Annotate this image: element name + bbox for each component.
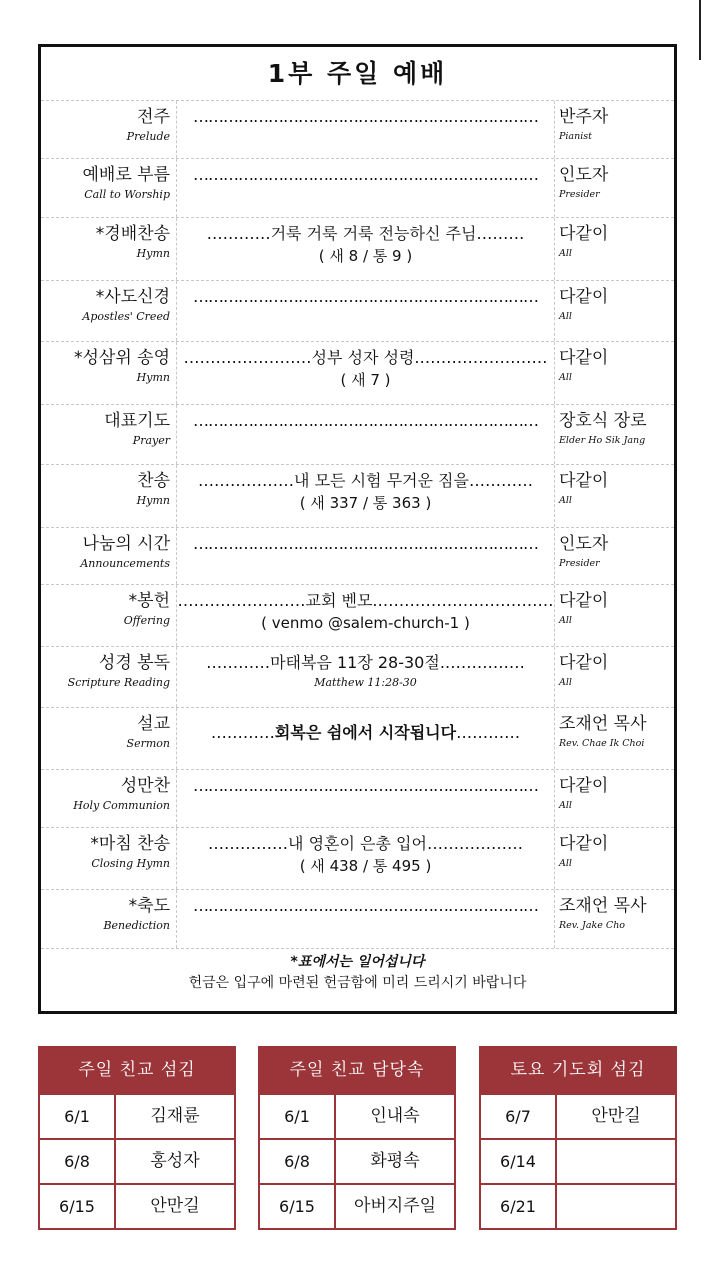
item-name: 성만찬 xyxy=(120,776,170,796)
item-person: 다같이 xyxy=(559,834,609,854)
item-name: 성경 봉독 xyxy=(98,653,170,673)
item-person-en: Presider xyxy=(559,558,600,569)
order-row-sermon xyxy=(41,708,674,770)
box-date: 6/8 xyxy=(40,1140,116,1183)
order-row-doxology xyxy=(41,342,674,405)
item-content: …………………………………………………………… xyxy=(193,896,538,915)
item-content: …………마태복음 11장 28-30절.…………… xyxy=(206,653,525,672)
box-name: 안만길 xyxy=(591,1106,641,1126)
item-name-en: Hymn xyxy=(136,371,170,384)
item-name: 전주 xyxy=(137,107,170,127)
box-title: 토요 기도회 섬김 xyxy=(481,1048,675,1093)
box-name xyxy=(557,1185,675,1228)
order-row-announcements xyxy=(41,528,674,585)
order-row-hymn-praise xyxy=(41,218,674,281)
box-name: 홍성자 xyxy=(150,1151,200,1171)
box-name: 화평속 xyxy=(370,1151,420,1171)
item-name-en: Offering xyxy=(123,614,170,627)
item-name-en: Sermon xyxy=(126,737,170,750)
item-name-en: Benediction xyxy=(103,919,170,932)
offering-note: 헌금은 입구에 마련된 헌금함에 미리 드리시기 바랍니다 xyxy=(188,975,527,991)
item-person: 다같이 xyxy=(559,348,609,368)
box-row xyxy=(40,1183,234,1228)
box-title: 주일 친교 섬김 xyxy=(40,1048,234,1093)
item-name: *봉헌 xyxy=(128,591,170,611)
item-sub: ( 새 438 / 통 495 ) xyxy=(299,857,432,875)
item-person-en: Rev. Chae Ik Choi xyxy=(559,738,645,749)
item-name-en: Hymn xyxy=(136,247,170,260)
box-row xyxy=(481,1138,675,1183)
item-name-en: Holy Communion xyxy=(73,799,170,812)
item-name: 찬송 xyxy=(137,471,170,491)
saturday-prayer-box xyxy=(479,1046,677,1230)
order-notes xyxy=(41,949,674,994)
item-content: …………………………………………………………… xyxy=(193,165,538,184)
item-content: …………………………………………………………… xyxy=(193,287,538,306)
order-row-call xyxy=(41,159,674,218)
item-content: ……………………성부 성자 성령.…………………… xyxy=(183,348,548,367)
box-title: 주일 친교 담당속 xyxy=(260,1048,454,1093)
item-sub: ( venmo @salem-church-1 ) xyxy=(261,614,470,632)
item-person: 다같이 xyxy=(559,287,609,307)
box-name: 김재륜 xyxy=(150,1106,200,1126)
worship-order xyxy=(38,44,677,1014)
item-name-en: Closing Hymn xyxy=(91,857,170,870)
item-name: *성삼위 송영 xyxy=(73,348,170,368)
item-content: …………………………………………………………… xyxy=(193,107,538,126)
item-person: 다같이 xyxy=(559,591,609,611)
item-person: 반주자 xyxy=(559,107,609,127)
item-person-en: All xyxy=(559,311,572,322)
item-person: 인도자 xyxy=(559,165,609,185)
item-person: 다같이 xyxy=(559,653,609,673)
item-person-en: All xyxy=(559,677,572,688)
item-person: 조재언 목사 xyxy=(559,896,647,916)
item-content: …………………………………………………………… xyxy=(193,776,538,795)
item-name: 나눔의 시간 xyxy=(82,534,170,554)
item-sub: Matthew 11:28-30 xyxy=(314,676,417,689)
item-name-en: Hymn xyxy=(136,494,170,507)
sermon-dots-right: ………… xyxy=(456,723,521,742)
order-row-scripture xyxy=(41,647,674,708)
item-name-en: Scripture Reading xyxy=(67,676,170,689)
item-person: 인도자 xyxy=(559,534,609,554)
box-name: 안만길 xyxy=(150,1196,200,1216)
box-date: 6/7 xyxy=(481,1095,557,1138)
item-name: 예배로 부름 xyxy=(82,165,170,185)
page-edge-line xyxy=(699,0,701,60)
item-person-en: Elder Ho Sik Jang xyxy=(559,435,646,446)
item-person-en: All xyxy=(559,800,572,811)
item-sub: ( 새 8 / 통 9 ) xyxy=(318,247,413,265)
item-content: …………………………………………………………… xyxy=(193,411,538,430)
item-person-en: Pianist xyxy=(559,131,592,142)
item-person: 다같이 xyxy=(559,471,609,491)
order-row-communion xyxy=(41,770,674,828)
item-name-en: Prelude xyxy=(126,130,170,143)
item-person-en: Rev. Jake Cho xyxy=(559,920,626,931)
sermon-dots-left: ………… xyxy=(210,723,275,742)
fellowship-service-box xyxy=(38,1046,236,1230)
sermon-title: 회복은 쉼에서 시작됩니다 xyxy=(274,723,457,742)
box-row xyxy=(481,1183,675,1228)
order-row-closing-hymn xyxy=(41,828,674,890)
item-name-en: Apostles' Creed xyxy=(82,310,170,323)
box-date: 6/15 xyxy=(40,1185,116,1228)
item-name: *마침 찬송 xyxy=(90,834,170,854)
box-row xyxy=(40,1138,234,1183)
box-row xyxy=(40,1093,234,1138)
box-date: 6/1 xyxy=(260,1095,336,1138)
item-name: *축도 xyxy=(128,896,170,916)
box-date: 6/15 xyxy=(260,1185,336,1228)
item-content: …………………………………………………………… xyxy=(193,534,538,553)
item-name-en: Announcements xyxy=(80,557,170,570)
order-row-prayer xyxy=(41,405,674,465)
item-name: *경배찬송 xyxy=(95,224,170,244)
box-name xyxy=(557,1140,675,1183)
item-person: 다같이 xyxy=(559,224,609,244)
box-row xyxy=(260,1093,454,1138)
item-person-en: All xyxy=(559,372,572,383)
order-title: 1부 주일 예배 xyxy=(41,47,674,101)
box-date: 6/8 xyxy=(260,1140,336,1183)
item-name: 설교 xyxy=(137,714,170,734)
fellowship-group-box xyxy=(258,1046,456,1230)
box-row xyxy=(260,1138,454,1183)
item-person-en: All xyxy=(559,858,572,869)
box-date: 6/21 xyxy=(481,1185,557,1228)
item-person-en: Presider xyxy=(559,189,600,200)
item-content: …………거룩 거룩 거룩 전능하신 주님……… xyxy=(206,224,525,243)
box-row xyxy=(260,1183,454,1228)
order-row-offering xyxy=(41,585,674,647)
box-date: 6/1 xyxy=(40,1095,116,1138)
box-name: 인내속 xyxy=(370,1106,420,1126)
item-sub: ( 새 7 ) xyxy=(340,371,391,389)
item-sub: ( 새 337 / 통 363 ) xyxy=(299,494,432,512)
item-person-en: All xyxy=(559,615,572,626)
box-name: 아버지주일 xyxy=(353,1196,437,1216)
item-name-en: Call to Worship xyxy=(84,188,170,201)
item-person-en: All xyxy=(559,495,572,506)
item-person-en: All xyxy=(559,248,572,259)
item-person: 장호식 장로 xyxy=(559,411,647,431)
order-row-prelude xyxy=(41,101,674,159)
item-name-en: Prayer xyxy=(132,434,170,447)
item-content: ……………내 영혼이 은총 입어……………… xyxy=(208,834,523,853)
item-person: 조재언 목사 xyxy=(559,714,647,734)
order-row-benediction xyxy=(41,890,674,949)
item-person: 다같이 xyxy=(559,776,609,796)
order-row-hymn xyxy=(41,465,674,528)
stand-note: *표에서는 일어섭니다 xyxy=(290,954,425,970)
order-row-creed xyxy=(41,281,674,342)
item-name: 대표기도 xyxy=(104,411,170,431)
item-content: ……………………교회 벤모.…………………………… xyxy=(177,591,554,610)
item-name: *사도신경 xyxy=(95,287,170,307)
box-date: 6/14 xyxy=(481,1140,557,1183)
item-content: ………………내 모든 시험 무거운 짐을………… xyxy=(198,471,533,490)
box-row xyxy=(481,1093,675,1138)
